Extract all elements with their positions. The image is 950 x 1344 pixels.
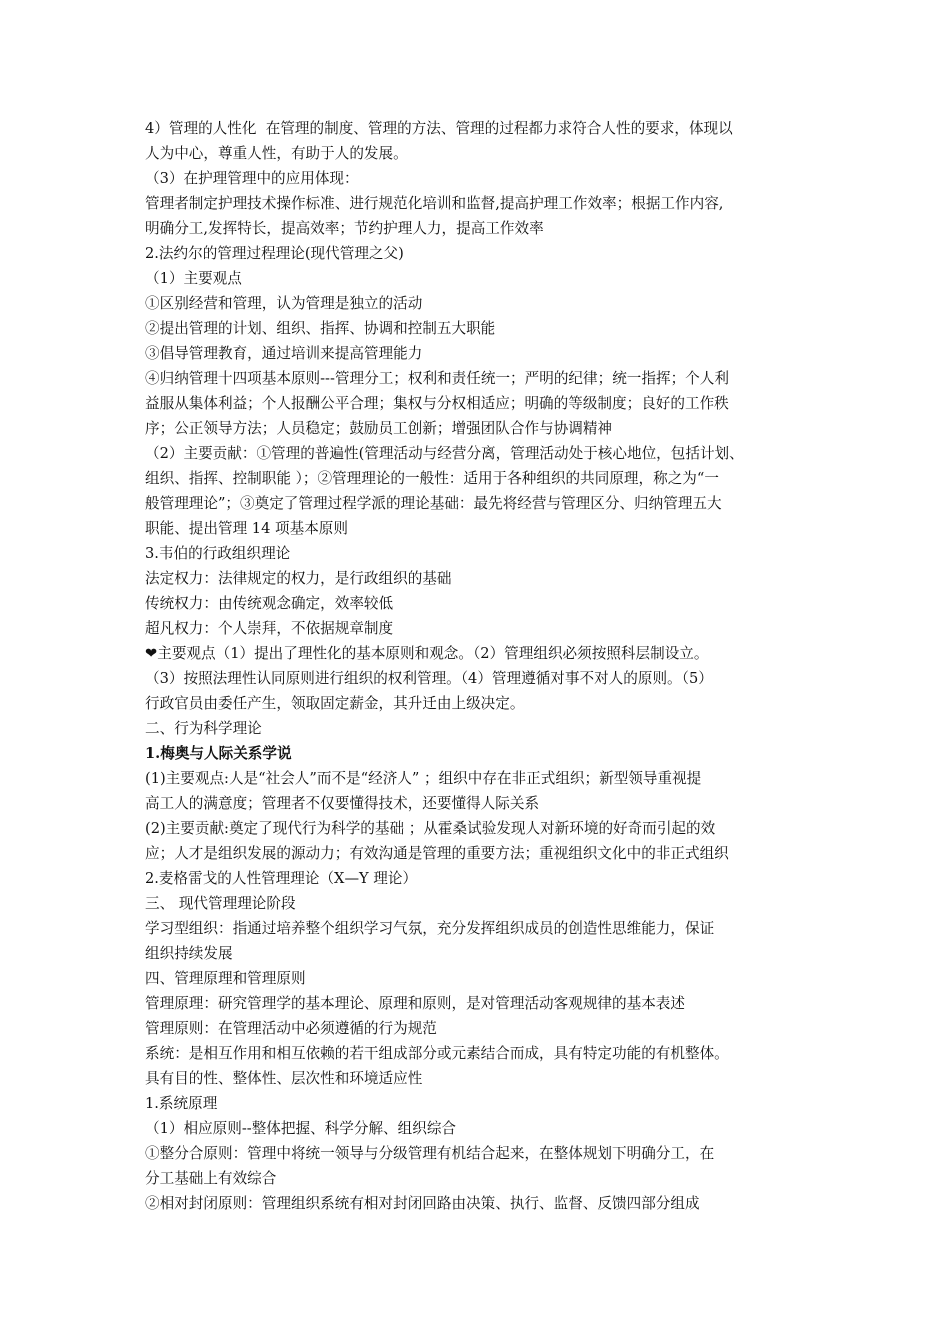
section-heading: 二、行为科学理论 [145,720,262,737]
text-line: 4）管理的人性化 在管理的制度、管理的方法、管理的过程都力求符合人性的要求，体现以 [145,120,733,137]
text-line: （3）按照法理性认同原则进行组织的权利管理。（4）管理遵循对事不对人的原则。（5） [145,670,713,687]
text-line: ④归纳管理十四项基本原则---管理分工；权利和责任统一；严明的纪律；统一指挥；个人利 [145,370,729,387]
text-line: 组织、指挥、控制职能 ）；②管理理论的一般性：适用于各种组织的共同原理，称之为“一 [145,470,719,487]
text-line: 序；公正领导方法；人员稳定；鼓励员工创新；增强团队合作与协调精神 [145,420,613,437]
text-line: 具有目的性、整体性、层次性和环境适应性 [145,1070,423,1087]
text-line: 般管理理论”；③奠定了管理过程学派的理论基础：最先将经营与管理区分、归纳管理五大 [145,495,722,512]
text-line: 行政官员由委任产生，领取固定薪金，其升迁由上级决定。 [145,695,525,712]
text-line: (2)主要贡献:奠定了现代行为科学的基础 ；从霍桑试验发现人对新环境的好奇而引起的效 [145,820,716,837]
text-line: ③倡导管理教育，通过培训来提高管理能力 [145,345,423,362]
text-line: 学习型组织：指通过培养整个组织学习气氛，充分发挥组织成员的创造性思维能力，保证 [145,920,715,937]
text-line: 管理原则：在管理活动中必须遵循的行为规范 [145,1020,437,1037]
heart-icon: ❤ [145,645,158,662]
text-line: ①整分合原则：管理中将统一领导与分级管理有机结合起来，在整体规划下明确分工，在 [145,1145,715,1162]
text-line: 系统：是相互作用和相互依赖的若干组成部分或元素结合而成，具有特定功能的有机整体。 [145,1045,729,1062]
text-line: （2）主要贡献：①管理的普遍性(管理活动与经营分离，管理活动处于核心地位，包括计划、 [145,445,744,462]
text-line: （3）在护理管理中的应用体现： [145,170,359,187]
section-heading: 2.法约尔的管理过程理论(现代管理之父) [145,245,404,262]
section-heading: 2.麦格雷戈的人性管理理论（X—Y 理论） [145,870,418,887]
text-line: （1）主要观点 [145,270,242,287]
text-line: 组织持续发展 [145,945,233,962]
text-line: (1)主要观点:人是“社会人”而不是“经济人” ；组织中存在非正式组织；新型领导重视提 [145,770,702,787]
text-segment: 主要观点（1）提出了理性化的基本原则和观念。（2）管理组织必须按照科层制设立。 [157,645,709,662]
text-line: 法定权力：法律规定的权力，是行政组织的基础 [145,570,452,587]
text-line: （1）相应原则--整体把握、科学分解、组织综合 [145,1120,457,1137]
text-line: ②提出管理的计划、组织、指挥、协调和控制五大职能 [145,320,496,337]
text-line: 应；人才是组织发展的源动力；有效沟通是管理的重要方法；重视组织文化中的非正式组织 [145,845,729,862]
text-line: 人为中心，尊重人性，有助于人的发展。 [145,145,408,162]
section-heading: 1.梅奥与人际关系学说 [145,745,292,762]
section-heading: 3.韦伯的行政组织理论 [145,545,291,562]
section-heading: 1.系统原理 [145,1095,218,1112]
section-heading: 四、管理原理和管理原则 [145,970,306,987]
text-line: 益服从集体利益；个人报酬公平合理；集权与分权相适应；明确的等级制度；良好的工作秩 [145,395,729,412]
document-page [145,116,813,1216]
text-line: 传统权力：由传统观念确定，效率较低 [145,595,394,612]
text-line: 分工基础上有效综合 [145,1170,277,1187]
text-line-with-heart [145,641,813,666]
section-heading: 三、 现代管理理论阶段 [145,895,296,912]
text-line: ①区别经营和管理，认为管理是独立的活动 [145,295,423,312]
text-line: 超凡权力：个人崇拜，不依据规章制度 [145,620,394,637]
text-line: 管理者制定护理技术操作标准、进行规范化培训和监督,提高护理工作效率；根据工作内容, [145,195,724,212]
text-line: 明确分工,发挥特长，提高效率；节约护理人力，提高工作效率 [145,220,544,237]
text-line: 高工人的满意度；管理者不仅要懂得技术，还要懂得人际关系 [145,795,540,812]
text-line: 管理原理：研究管理学的基本理论、原理和原则，是对管理活动客观规律的基本表述 [145,995,685,1012]
text-line: ②相对封闭原则：管理组织系统有相对封闭回路由决策、执行、监督、反馈四部分组成 [145,1195,700,1212]
text-line: 职能、提出管理 14 项基本原则 [145,520,348,537]
